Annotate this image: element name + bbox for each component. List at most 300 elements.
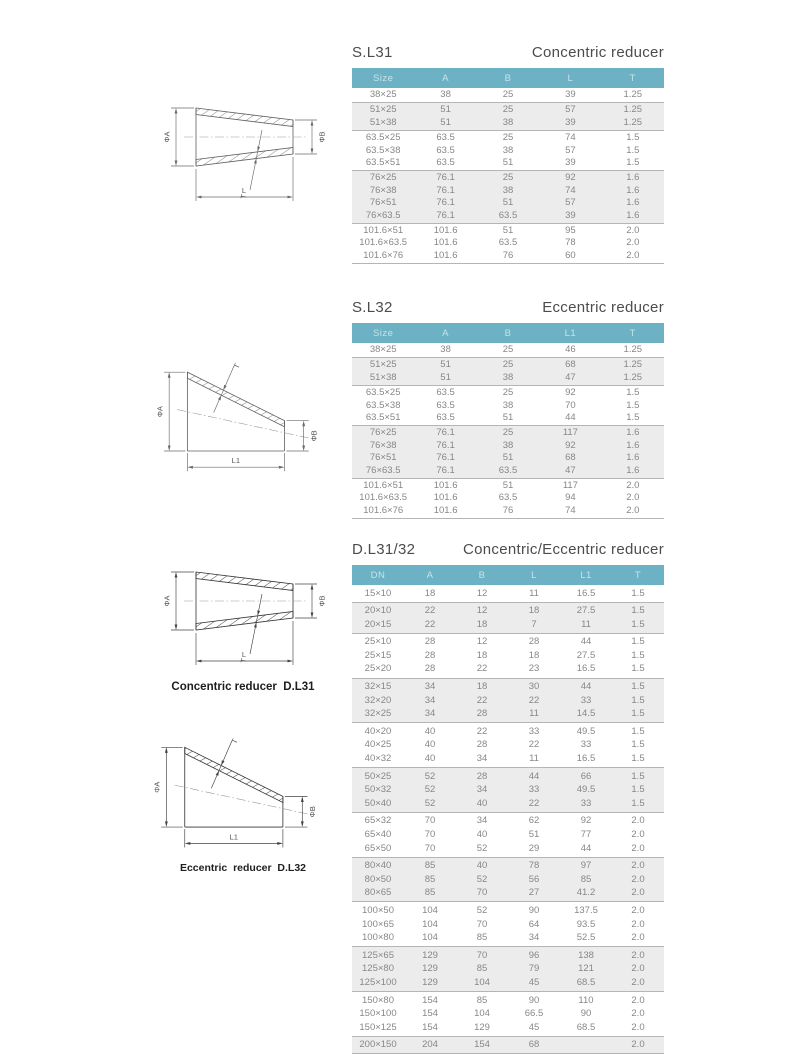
table-cell: 2.0: [631, 963, 645, 975]
table-cell: 101.6×51: [363, 480, 404, 492]
table-cell: 22: [528, 739, 540, 751]
table-cell: 63.5×38: [365, 144, 401, 156]
table-cell: 22: [424, 618, 436, 630]
table-cell: 2.0: [631, 1008, 645, 1020]
table-row: [352, 814, 664, 828]
row-group: [352, 767, 664, 812]
table-cell: 77: [580, 829, 592, 840]
table-row: [352, 828, 664, 842]
table-cell: 63.5: [436, 144, 455, 156]
table-row: [352, 649, 664, 663]
table-cell: 1.5: [626, 399, 640, 411]
table-cell: 51: [440, 371, 451, 383]
table-cell: 80×50: [364, 873, 392, 885]
table-row: [352, 725, 664, 739]
row-group: [352, 357, 664, 385]
table-cell: 76.1: [436, 452, 455, 464]
table-cell: 28: [476, 739, 488, 751]
table-row: [352, 387, 664, 399]
table-cell: 1.6: [626, 439, 640, 451]
table-row: [352, 604, 664, 618]
dim-label-phi-b: ΦB: [317, 131, 327, 143]
table-cell: 30: [528, 681, 540, 693]
table-cell: 76×38: [369, 439, 397, 451]
reducer-outline: [177, 372, 312, 451]
table-row: [352, 185, 664, 197]
table-cell: 100×80: [362, 932, 394, 944]
technical-drawing: [150, 733, 334, 858]
table-cell: 34: [424, 681, 436, 693]
table-cell: 76.1: [436, 439, 455, 451]
table-cell: 18: [476, 649, 488, 661]
table-cell: 1.25: [623, 344, 643, 355]
table-cell: 39: [565, 157, 576, 169]
row-group: [352, 102, 664, 130]
table-cell: 44: [580, 681, 592, 693]
table-cell: 46: [565, 344, 576, 355]
table-cell: 66.5: [524, 1008, 544, 1020]
table-cell: 78: [528, 860, 540, 872]
table-cell: 28: [424, 663, 436, 675]
table-cell: 38: [502, 116, 514, 128]
column-header-row: [352, 68, 664, 88]
table-cell: 1.6: [626, 197, 640, 209]
column-header: T: [629, 72, 636, 84]
table-cell: 2.0: [631, 860, 645, 872]
table-cell: 76.1: [436, 172, 455, 184]
table-cell: 2.0: [626, 237, 640, 249]
table-cell: 25: [502, 344, 514, 355]
row-group: [352, 901, 664, 946]
table-row: [352, 1021, 664, 1035]
table-row: [352, 359, 664, 371]
table-cell: 138: [578, 949, 594, 961]
table-cell: 101.6: [433, 504, 458, 516]
table-cell: 25: [502, 132, 514, 144]
reducer-outline: [184, 108, 306, 166]
table-code: S.L32: [352, 299, 393, 316]
table-body: [352, 343, 664, 519]
table-cell: 101.6: [433, 225, 458, 237]
table-cell: 76.1: [436, 197, 455, 209]
table-cell: 51: [502, 197, 514, 209]
table-cell: 70: [476, 918, 488, 930]
table-cell: 137.5: [574, 904, 598, 916]
table-cell: 29: [528, 842, 540, 854]
table-cell: 85: [476, 963, 488, 975]
table-cell: 15×10: [364, 587, 392, 599]
technical-drawing: [158, 558, 328, 680]
table-cell: 1.5: [631, 618, 645, 630]
table-cell: 85: [476, 994, 488, 1006]
table-row: [352, 505, 664, 517]
table-row: [352, 694, 664, 708]
row-group: [352, 585, 664, 602]
table-cell: 40: [424, 725, 436, 737]
table-cell: 63.5: [436, 399, 455, 411]
table-cell: 25: [502, 427, 514, 439]
table-cell: 76×38: [369, 184, 397, 196]
table-cell: 2.0: [631, 918, 645, 930]
table-cell: 1.6: [626, 209, 640, 221]
table-cell: 129: [422, 963, 438, 975]
table-cell: 63.5: [436, 412, 455, 424]
table-cell: 51×25: [369, 359, 397, 371]
table-cell: 52: [476, 842, 488, 854]
table-cell: 100×50: [362, 904, 394, 916]
table-cell: 1.6: [626, 427, 640, 439]
table-cell: 90: [528, 994, 540, 1006]
dim-label-thickness: T: [231, 362, 242, 371]
table-cell: 33: [580, 739, 592, 751]
row-group: [352, 223, 664, 263]
table-row: [352, 210, 664, 222]
table-cell: 63.5: [436, 132, 455, 144]
table-cell: 51×38: [369, 371, 397, 383]
table-row: [352, 372, 664, 384]
table-cell: 63.5: [498, 237, 518, 249]
row-group: [352, 812, 664, 857]
table-cell: 38: [502, 371, 514, 383]
drawing-caption-dl32: Eccentric reducer D.L32: [179, 862, 307, 874]
table-cell: 63.5: [498, 209, 518, 221]
table-row: [352, 662, 664, 676]
table-cell: 68: [528, 1039, 540, 1051]
table-row: [352, 949, 664, 963]
table-cell: 49.5: [576, 784, 596, 796]
table-cell: 28: [424, 649, 436, 661]
table-cell: 51: [502, 157, 514, 169]
table-cell: 2.0: [631, 842, 645, 854]
table-row: [352, 197, 664, 209]
table-row: [352, 859, 664, 873]
table-row: [352, 172, 664, 184]
table-cell: 65×40: [364, 829, 392, 840]
table-cell: 33: [528, 784, 540, 796]
column-header: B: [504, 327, 512, 339]
table-cell: 65×32: [364, 815, 392, 827]
table-row: [352, 89, 664, 101]
table-cell: 80×40: [364, 860, 392, 872]
reducer-outline: [175, 747, 312, 827]
dim-label-phi-a: ΦA: [152, 781, 162, 793]
table-cell: 76×51: [369, 452, 397, 464]
table-cell: 1.25: [623, 89, 643, 100]
table-cell: 33: [580, 694, 592, 706]
table-cell: 154: [422, 1021, 438, 1033]
table-cell: 51×38: [369, 116, 397, 128]
table-header: [352, 44, 664, 61]
table-cell: 44: [528, 770, 540, 782]
table-cell: 38: [502, 399, 514, 411]
table-cell: 76×63.5: [365, 209, 401, 221]
dimension-annotations: [153, 737, 317, 848]
table-cell: 76: [502, 249, 514, 261]
table-row: [352, 931, 664, 945]
table-cell: 76: [502, 504, 514, 516]
table-cell: 57: [565, 197, 576, 209]
table-cell: 80×65: [364, 887, 392, 899]
table-sl31-concentric-reducer: [352, 44, 664, 264]
table-row: [352, 842, 664, 856]
table-cell: 25: [502, 359, 514, 371]
table-cell: 1.25: [623, 371, 643, 383]
table-cell: 154: [474, 1039, 490, 1051]
table-cell: 22: [476, 725, 488, 737]
table-cell: 117: [562, 480, 578, 492]
dim-label-phi-b: ΦB: [309, 430, 319, 442]
table-cell: 1.25: [623, 116, 643, 128]
table-cell: 74: [565, 184, 576, 196]
table-row: [352, 976, 664, 990]
table-cell: 63.5: [436, 387, 455, 399]
table-cell: 25×15: [364, 649, 392, 661]
table-cell: 101.6×76: [363, 249, 404, 261]
reducer-outline: [184, 572, 306, 630]
table-cell: 23: [528, 663, 540, 675]
table-row: [352, 465, 664, 477]
table-cell: 101.6×51: [363, 225, 404, 237]
dim-label-phi-a: ΦA: [162, 131, 172, 143]
table-cell: 52: [424, 797, 436, 809]
table-cell: 204: [422, 1039, 438, 1051]
table-cell: 27.5: [576, 649, 596, 661]
table-row: [352, 157, 664, 169]
table-cell: 12: [476, 587, 488, 599]
table-cell: 117: [562, 427, 578, 439]
table-cell: 39: [565, 89, 576, 100]
table-cell: 70: [476, 887, 488, 899]
table-cell: 101.6×76: [363, 504, 404, 516]
table-cell: 18: [476, 681, 488, 693]
drawing-concentric-reducer-sl31: [158, 94, 328, 216]
table-cell: 1.5: [626, 412, 640, 424]
table-cell: 76.1: [436, 209, 455, 221]
column-header: L1: [580, 569, 592, 581]
table-cell: 150×100: [359, 1008, 397, 1020]
table-cell: 154: [422, 994, 438, 1006]
table-cell: 1.5: [631, 649, 645, 661]
table-cell: 104: [422, 918, 438, 930]
table-dl3132-concentric-eccentric-reducer: [352, 541, 664, 1054]
table-cell: 20×15: [364, 618, 392, 630]
table-cell: 2.0: [631, 829, 645, 840]
table-cell: 38×25: [369, 89, 397, 100]
table-cell: 40×20: [364, 725, 392, 737]
table-row: [352, 1038, 664, 1052]
table-cell: 44: [580, 636, 592, 648]
table-row: [352, 994, 664, 1008]
table-cell: 50×40: [364, 797, 392, 809]
table-cell: 1.25: [623, 359, 643, 371]
table-row: [352, 886, 664, 900]
table-title: Concentric/Eccentric reducer: [463, 541, 664, 558]
table-cell: 38: [502, 184, 514, 196]
table-cell: 2.0: [631, 873, 645, 885]
table-cell: 1.5: [626, 387, 640, 399]
row-group: [352, 1036, 664, 1054]
table-cell: 22: [476, 663, 488, 675]
dim-label-phi-a: ΦA: [155, 406, 165, 418]
table-cell: 70: [476, 949, 488, 961]
table-cell: 38×25: [369, 344, 397, 355]
table-row: [352, 492, 664, 504]
row-group: [352, 130, 664, 170]
table-cell: 92: [580, 815, 592, 827]
table-cell: 20×10: [364, 605, 392, 617]
table-cell: 85: [424, 860, 436, 872]
table-cell: 154: [422, 1008, 438, 1020]
table-cell: 100×65: [362, 918, 394, 930]
table-cell: 38: [502, 144, 514, 156]
table-cell: 45: [528, 1021, 540, 1033]
table-cell: 57: [565, 104, 576, 116]
dim-label-thickness: T: [238, 657, 249, 664]
table-body: [352, 585, 664, 1054]
table-row: [352, 797, 664, 811]
table-cell: 63.5×51: [365, 157, 401, 169]
table-cell: 52: [476, 873, 488, 885]
table-cell: 96: [528, 949, 540, 961]
table-cell: 11: [581, 618, 591, 630]
table-cell: 40×32: [364, 753, 392, 765]
table-cell: 41.2: [576, 887, 596, 899]
table-row: [352, 873, 664, 887]
table-cell: 200×150: [359, 1039, 397, 1051]
table-title: Concentric reducer: [531, 44, 664, 61]
table-row: [352, 480, 664, 492]
row-group: [352, 991, 664, 1036]
table-cell: 85: [476, 932, 488, 944]
table-title: Eccentric reducer: [542, 299, 664, 316]
dim-label-length: L: [241, 650, 247, 659]
table-cell: 92: [565, 387, 576, 399]
row-group: [352, 170, 664, 223]
dim-label-phi-b: ΦB: [317, 595, 327, 607]
drawing-caption-dl31: Concentric reducer D.L31: [171, 681, 315, 693]
table-cell: 63.5×38: [365, 399, 401, 411]
table-cell: 92: [565, 439, 576, 451]
table-row: [352, 104, 664, 116]
table-cell: 101.6: [433, 492, 458, 504]
table-cell: 16.5: [576, 663, 596, 675]
table-row: [352, 412, 664, 424]
table-row: [352, 1007, 664, 1021]
table-cell: 66: [580, 770, 592, 782]
table-cell: 40: [476, 797, 488, 809]
table-cell: 56: [528, 873, 540, 885]
table-row: [352, 783, 664, 797]
table-cell: 1.5: [626, 157, 640, 169]
table-cell: 125×65: [362, 949, 394, 961]
dim-label-phi-b: ΦB: [308, 806, 318, 818]
drawing-eccentric-reducer-sl32: [153, 358, 335, 481]
table-cell: 150×80: [362, 994, 394, 1006]
table-cell: 25×20: [364, 663, 392, 675]
table-cell: 63.5: [498, 492, 518, 504]
table-cell: 68.5: [576, 976, 596, 988]
column-header: A: [442, 327, 450, 339]
table-cell: 2.0: [626, 504, 640, 516]
table-cell: 51: [502, 412, 514, 424]
table-cell: 34: [476, 753, 488, 765]
table-code: D.L31/32: [352, 541, 416, 558]
table-cell: 1.6: [626, 464, 640, 476]
table-cell: 76.1: [436, 184, 455, 196]
column-header: B: [478, 569, 486, 581]
table-cell: 76×25: [369, 427, 397, 439]
table-cell: 38: [440, 89, 451, 100]
table-cell: 2.0: [631, 1021, 645, 1033]
table-cell: 34: [424, 694, 436, 706]
dim-label-length: L1: [231, 456, 241, 466]
table-cell: 70: [424, 829, 436, 840]
table-cell: 2.0: [631, 976, 645, 988]
table-cell: 38: [502, 439, 514, 451]
table-cell: 150×125: [359, 1021, 397, 1033]
table-cell: 28: [528, 636, 540, 648]
table-cell: 70: [424, 842, 436, 854]
table-cell: 90: [528, 904, 540, 916]
column-header: DN: [370, 569, 386, 581]
table-cell: 90: [580, 1008, 592, 1020]
table-cell: 22: [424, 605, 436, 617]
row-group: [352, 343, 664, 357]
column-header: L1: [564, 327, 577, 339]
table-cell: 101.6: [433, 480, 458, 492]
table-cell: 14.5: [576, 708, 596, 720]
table-cell: 68.5: [576, 1021, 596, 1033]
table-cell: 125×100: [359, 976, 397, 988]
dim-label-length: L: [241, 186, 247, 195]
table-cell: 76×63.5: [365, 464, 401, 476]
row-group: [352, 385, 664, 425]
table-cell: 2.0: [631, 904, 645, 916]
table-cell: 34: [476, 815, 488, 827]
table-cell: 62: [528, 815, 540, 827]
table-cell: 104: [474, 976, 490, 988]
table-row: [352, 250, 664, 262]
row-group: [352, 633, 664, 678]
table-row: [352, 237, 664, 249]
table-cell: 104: [422, 904, 438, 916]
table-cell: 76.1: [436, 464, 455, 476]
table-cell: 65×50: [364, 842, 392, 854]
table-cell: 51: [528, 829, 540, 840]
drawing-concentric-reducer-dl31: [158, 558, 328, 680]
table-cell: 18: [424, 587, 436, 599]
table-cell: 2.0: [631, 994, 645, 1006]
table-row: [352, 440, 664, 452]
table-row: [352, 344, 664, 356]
table-cell: 1.5: [631, 753, 645, 765]
table-cell: 34: [424, 708, 436, 720]
table-cell: 68: [565, 452, 576, 464]
table-cell: 50×32: [364, 784, 392, 796]
table-cell: 85: [580, 873, 592, 885]
table-cell: 1.5: [631, 636, 645, 648]
table-cell: 16.5: [576, 753, 596, 765]
table-cell: 28: [476, 708, 488, 720]
table-cell: 11: [529, 587, 539, 599]
column-header: A: [442, 72, 450, 84]
table-row: [352, 770, 664, 784]
table-cell: 1.5: [631, 784, 645, 796]
table-row: [352, 680, 664, 694]
table-cell: 63.5: [436, 157, 455, 169]
table-cell: 129: [422, 949, 438, 961]
table-cell: 22: [528, 797, 540, 809]
